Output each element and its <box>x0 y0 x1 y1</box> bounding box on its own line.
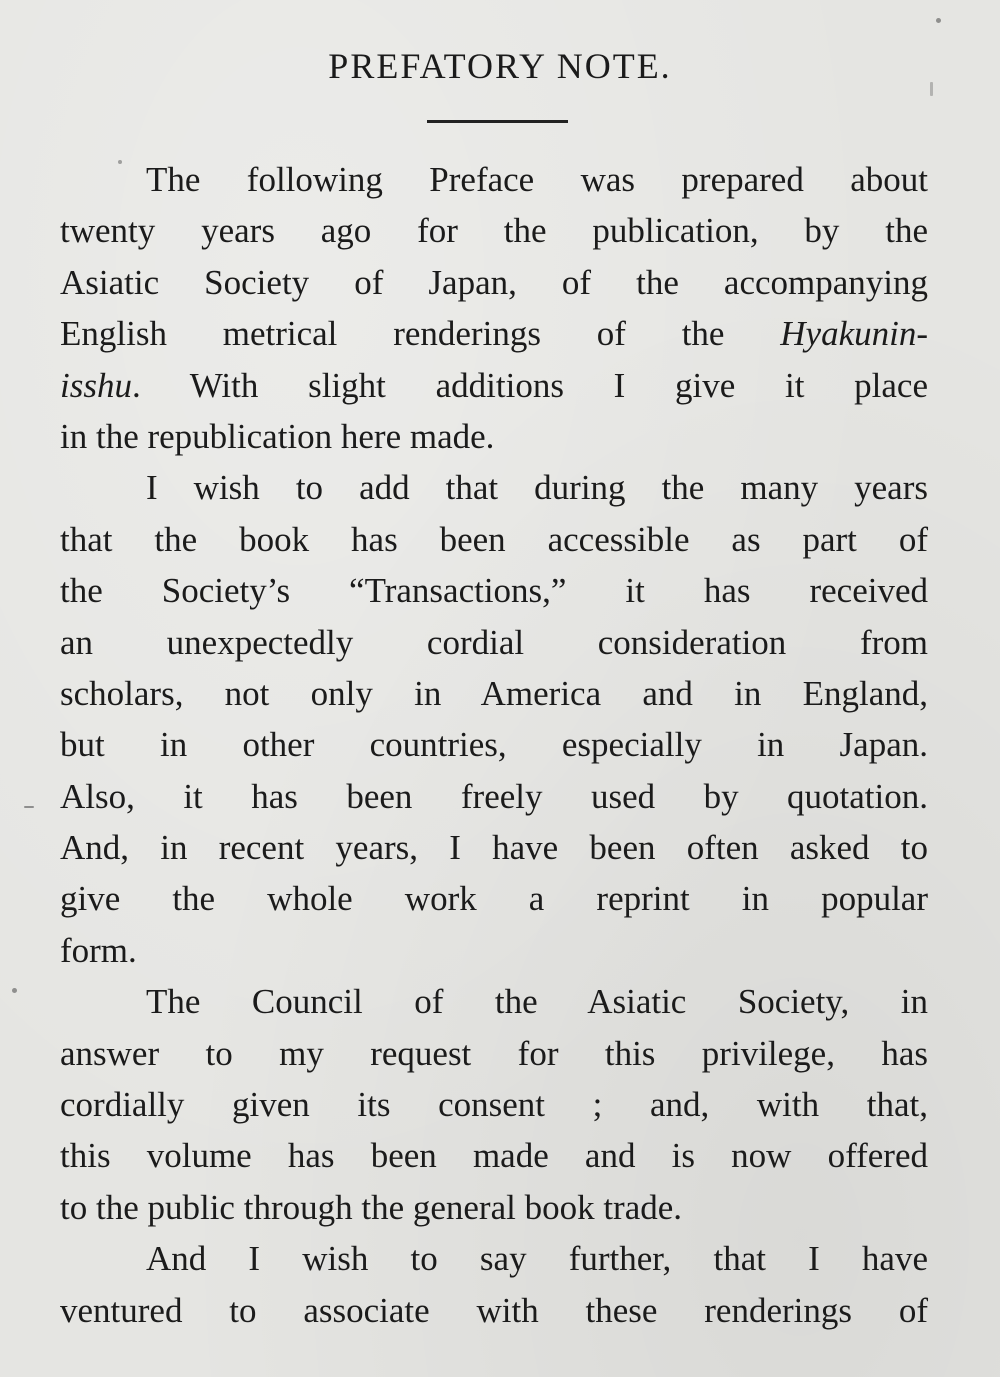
paragraph-1-line-3: Asiatic Society of Japan, of the accompanying <box>60 262 928 302</box>
paragraph-3-line-2: answer to my request for this privilege, has <box>60 1033 928 1073</box>
paper-speck <box>24 806 34 808</box>
paragraph-2-line-5: scholars, not only in America and in England, <box>60 673 928 713</box>
title-rule <box>427 120 568 123</box>
paragraph-2-line-4: an unexpectedly cordial consideration from <box>60 622 928 662</box>
paragraph-1-line-1: The following Preface was prepared about <box>146 160 928 199</box>
italic-title-part-2: isshu <box>60 365 132 405</box>
paragraph-2-line-3: the Society’s “Transactions,” it has received <box>60 571 928 611</box>
paper-speck <box>118 160 122 164</box>
italic-title-part-1: Hyakunin- <box>780 314 928 354</box>
paper-speck <box>12 988 17 993</box>
paragraph-3-line-4: this volume has been made and is now offered <box>60 1136 928 1176</box>
paragraph-2-line-7: Also, it has been freely used by quotation. <box>60 776 928 816</box>
paragraph-1-line-4-text: English metrical renderings of the <box>60 314 781 354</box>
paragraph-3-line-3: cordially given its consent ; and, with that, <box>60 1085 928 1125</box>
paragraph-2-line-8: And, in recent years, I have been often asked to <box>60 828 928 868</box>
paragraph-2-line-9: give the whole work a reprint in popular <box>60 879 928 919</box>
body-text <box>60 154 928 1336</box>
paragraph-4-line-2: ventured to associate with these renderings of <box>60 1290 928 1330</box>
paragraph-4-line-1: And I wish to say further, that I have <box>146 1239 928 1279</box>
paragraph-1-line-4 <box>60 308 928 359</box>
paragraph-1-line-5-text: . With slight additions I give it place <box>131 365 928 405</box>
paragraph-2-line-2: that the book has been accessible as part of <box>60 519 928 559</box>
paragraph-1-line-6: in the republication here made. <box>60 416 495 456</box>
paragraph-2-line-10: form. <box>60 930 137 970</box>
paper-speck <box>930 82 933 96</box>
paragraph-1-line-2: twenty years ago for the publication, by the <box>60 211 928 251</box>
paragraph-1-line-5 <box>60 360 928 411</box>
paragraph-2-line-6: but in other countries, especially in Japan. <box>60 725 928 765</box>
paragraph-2-line-1: I wish to add that during the many years <box>146 468 928 508</box>
paragraph-3-line-5: to the public through the general book trade. <box>60 1187 683 1227</box>
paper-speck <box>936 18 941 23</box>
page-title: PREFATORY NOTE. <box>328 46 672 86</box>
paragraph-3-line-1: The Council of the Asiatic Society, in <box>146 982 928 1022</box>
